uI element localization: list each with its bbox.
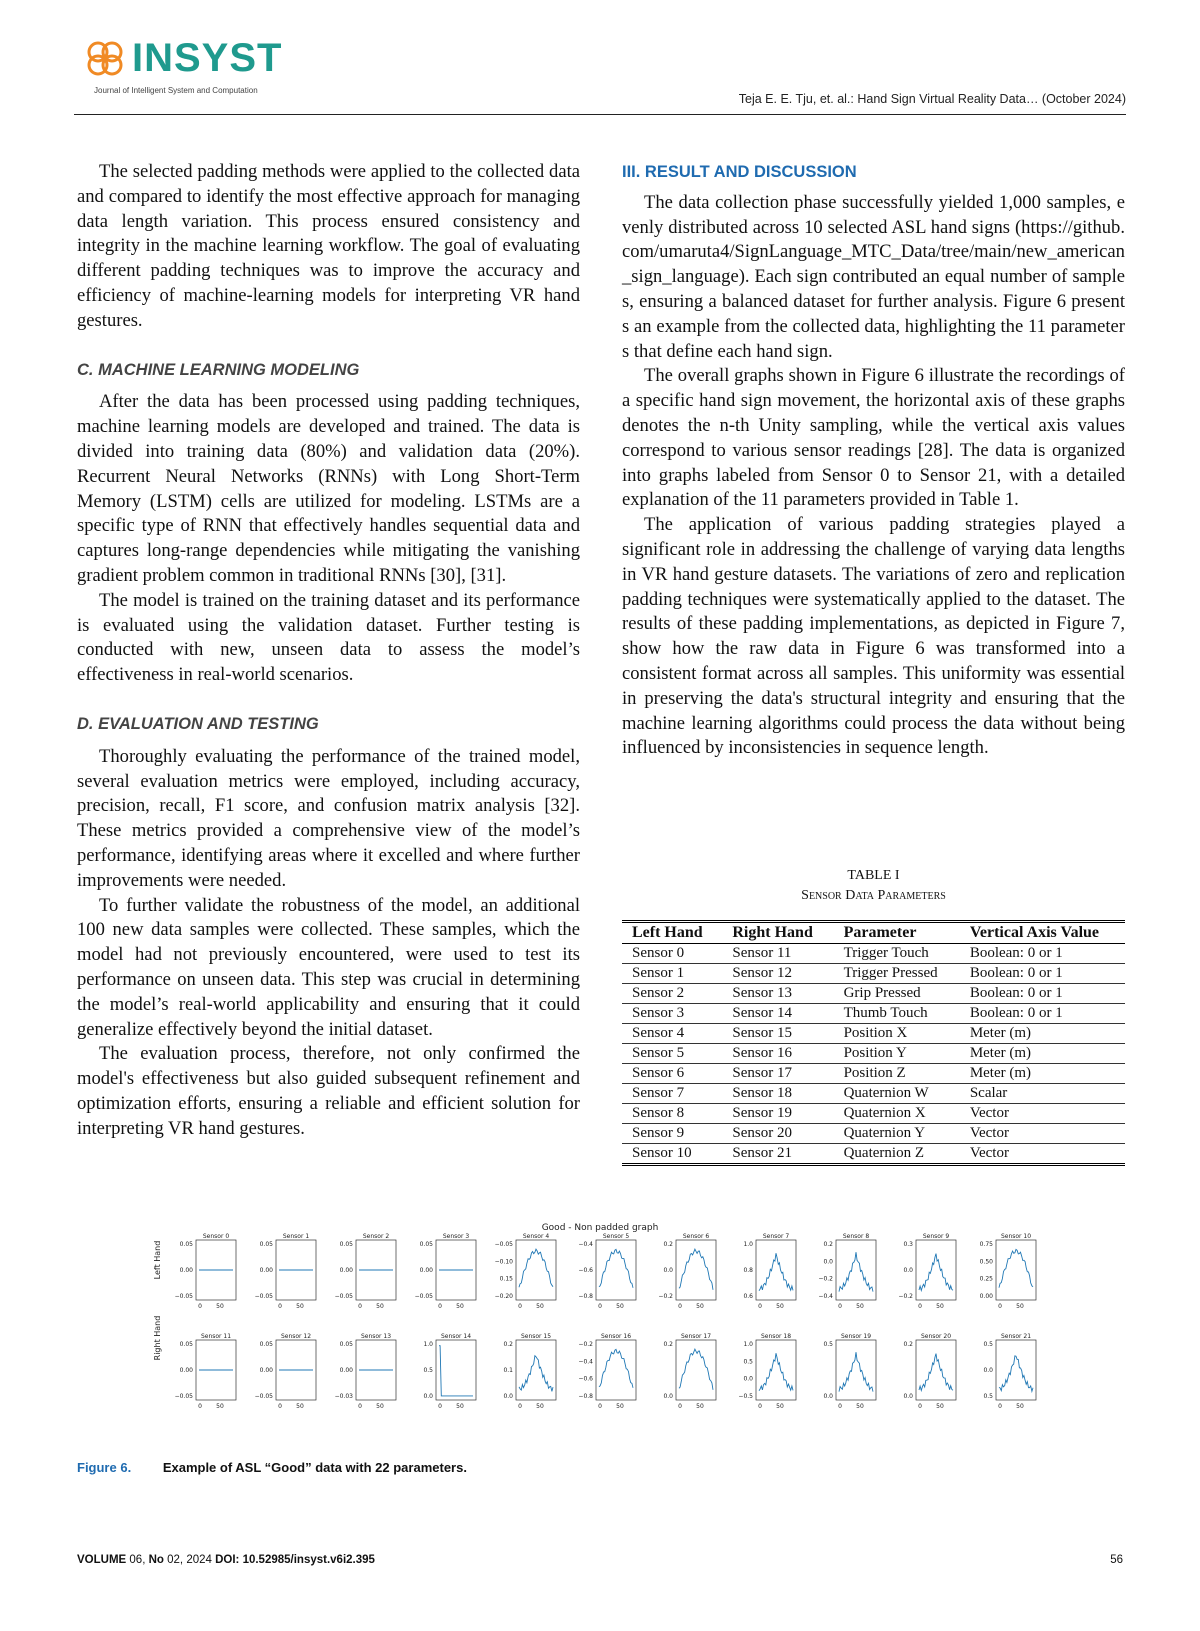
x-tick-label: 0 [918,1403,922,1410]
table-body [622,944,1125,1165]
y-tick-label: 0.0 [663,1267,673,1274]
table-cell: Grip Pressed [834,984,960,1004]
table-row [622,984,1125,1004]
y-tick-label: 0.5 [823,1341,833,1348]
x-tick-label: 50 [216,1303,224,1310]
table-cell: Trigger Pressed [834,964,960,984]
sensor-parameters-table [622,920,1125,1166]
subsection-heading: C. MACHINE LEARNING MODELING [77,360,360,379]
x-tick-label: 0 [758,1403,762,1410]
y-tick-label: 0.3 [903,1241,913,1248]
table-cell: Quaternion Z [834,1144,960,1165]
brain-icon [84,38,126,80]
y-tick-label: 0.0 [823,1393,833,1400]
column-header: Vertical Axis Value [960,922,1125,944]
x-tick-label: 0 [358,1303,362,1310]
sensor-series-line [919,1254,953,1291]
panel-title: Sensor 2 [362,1233,390,1240]
y-tick-label: −0.6 [578,1375,593,1383]
y-tick-label: −0.2 [658,1293,673,1300]
table-cell: Position Z [834,1064,960,1084]
sensor-series-line [839,1352,873,1391]
x-tick-label: 0 [278,1303,282,1310]
x-tick-label: 50 [616,1403,624,1410]
x-tick-label: 0 [838,1303,842,1310]
panel-frame [756,1240,796,1300]
y-tick-label: 0.0 [743,1375,753,1383]
sensor-series-line [519,1356,553,1392]
table-row [622,1004,1125,1024]
table-cell: Sensor 11 [722,944,833,964]
issue-label: No [148,1554,164,1566]
y-tick-label: −0.20 [494,1293,513,1300]
y-tick-label: 0.15 [499,1275,513,1283]
volume-label: VOLUME [77,1554,127,1566]
table-cell: Sensor 8 [622,1104,722,1124]
page-header [74,38,1126,115]
table-cell: Sensor 4 [622,1024,722,1044]
table-cell: Sensor 3 [622,1004,722,1024]
table-cell: Sensor 12 [722,964,833,984]
panel-frame [836,1340,876,1400]
paragraph: The data collection phase successfully yielded 1,000 samples, evenly distributed across 10 selected ASL hand signs (https://github.com/umaruta4/SignLanguage_MTC_Data/tree/main/new_american_sign_language). Each sign contributed an equal number of samples, ensuring a balanced dataset for further analysis. Figure 6 presents an example from the collected data, highlighting the 11 parameters that define each hand sign. [622,191,1125,362]
x-tick-label: 0 [598,1303,602,1310]
x-tick-label: 50 [296,1403,304,1410]
y-tick-label: 0.50 [979,1258,993,1266]
y-tick-label: 0.00 [339,1267,353,1274]
x-tick-label: 0 [678,1303,682,1310]
logo-subtitle: Journal of Intelligent System and Computation [94,86,258,95]
table-cell: Boolean: 0 or 1 [960,964,1125,984]
y-tick-label: −0.8 [578,1293,593,1300]
x-tick-label: 0 [758,1303,762,1310]
sensor-series-line [439,1346,473,1396]
y-tick-label: 1.0 [423,1341,433,1348]
table-cell: Sensor 6 [622,1064,722,1084]
section-heading: III. RESULT AND DISCUSSION [622,163,857,181]
paragraph: The selected padding methods were applied to the collected data and compared to identify the most effective approach for managing data length variation. This process ensured consistency and integrity in the machine learning workflow. The goal of evaluating different padding techniques was to improve the accuracy and efficiency of machine-learning models for interpreting VR hand gestures. [77,161,580,331]
table-cell: Boolean: 0 or 1 [960,944,1125,964]
panel-frame [916,1240,956,1300]
table-cell: Sensor 19 [722,1104,833,1124]
y-tick-label: −0.6 [578,1267,593,1274]
table-cell: Meter (m) [960,1044,1125,1064]
table-cell: Sensor 21 [722,1144,833,1165]
panel-title: Sensor 10 [1000,1233,1032,1240]
row-label: Right Hand [153,1315,162,1361]
table-cell: Sensor 16 [722,1044,833,1064]
y-tick-label: 0.0 [503,1393,513,1400]
panel-title: Sensor 3 [442,1233,470,1240]
x-tick-label: 50 [536,1403,544,1410]
figure-title: Good - Non padded graph [541,1223,659,1233]
x-tick-label: 50 [936,1303,944,1310]
table-cell: Sensor 1 [622,964,722,984]
x-tick-label: 0 [198,1303,202,1310]
y-tick-label: 0.8 [743,1267,753,1274]
y-tick-label: 0.05 [419,1241,433,1248]
table-cell: Sensor 13 [722,984,833,1004]
panel-frame [836,1240,876,1300]
panel-title: Sensor 17 [680,1333,712,1340]
left-column [77,160,580,1141]
table-cell: Sensor 14 [722,1004,833,1024]
x-tick-label: 50 [456,1403,464,1410]
x-tick-label: 0 [678,1403,682,1410]
y-tick-label: −0.2 [898,1293,913,1300]
panel-title: Sensor 4 [522,1233,550,1240]
y-tick-label: −0.05 [334,1293,353,1300]
panel-title: Sensor 21 [1000,1333,1032,1340]
table-cell: Boolean: 0 or 1 [960,1004,1125,1024]
y-tick-label: −0.8 [578,1393,593,1400]
x-tick-label: 0 [518,1303,522,1310]
y-tick-label: 1.0 [743,1241,753,1248]
table-cell: Quaternion Y [834,1124,960,1144]
panel-frame [916,1340,956,1400]
table-cell: Trigger Touch [834,944,960,964]
table-row [622,1064,1125,1084]
x-tick-label: 0 [438,1403,442,1410]
y-tick-label: 0.5 [423,1367,433,1374]
y-tick-label: 0.0 [823,1258,833,1266]
page-footer [77,1554,1123,1566]
x-tick-label: 50 [776,1303,784,1310]
y-tick-label: 0.05 [259,1241,273,1248]
figure-caption-text: Example of ASL “Good” data with 22 parameters. [162,1460,467,1475]
right-column [622,160,1125,761]
y-tick-label: 0.05 [339,1241,353,1248]
y-tick-label: 0.5 [983,1393,993,1400]
sensor-series-line [599,1249,633,1287]
panel-title: Sensor 20 [920,1333,952,1340]
paragraph: Thoroughly evaluating the performance of the trained model, several evaluation metrics were employed, including accuracy, precision, recall, F1 score, and confusion matrix analysis [32]. These metrics provided a comprehensive view of the model’s performance, identifying areas where it excelled and where further improvements were needed. [77,745,580,891]
table-cell: Quaternion X [834,1104,960,1124]
x-tick-label: 50 [1016,1303,1024,1310]
table-cell: Scalar [960,1084,1125,1104]
x-tick-label: 50 [1016,1403,1024,1410]
paragraph: The evaluation process, therefore, not only confirmed the model's effectiveness but also guided subsequent refinement and optimization efforts, ensuring a reliable and efficient solution for interpreting VR hand gestures. [77,1043,580,1139]
table-cell: Sensor 18 [722,1084,833,1104]
y-tick-label: −0.05 [494,1241,513,1248]
table-cell: Sensor 17 [722,1064,833,1084]
table-cell: Quaternion W [834,1084,960,1104]
x-tick-label: 50 [296,1303,304,1310]
y-tick-label: −0.05 [414,1293,433,1300]
y-tick-label: 0.5 [983,1341,993,1348]
y-tick-label: 0.0 [423,1393,433,1400]
table-title: Sensor Data Parameters [801,888,946,903]
table-cell: Vector [960,1144,1125,1165]
panel-title: Sensor 19 [840,1333,872,1340]
figure-caption [77,1460,467,1475]
x-tick-label: 0 [518,1403,522,1410]
column-header: Right Hand [722,922,833,944]
table-caption [622,866,1125,906]
y-tick-label: 0.00 [419,1267,433,1274]
y-tick-label: 0.00 [339,1367,353,1374]
y-tick-label: −0.05 [174,1393,193,1400]
y-tick-label: 0.2 [663,1341,673,1348]
table-row [622,1024,1125,1044]
sensor-series-line [679,1249,713,1290]
y-tick-label: 0.2 [503,1341,513,1348]
panel-title: Sensor 13 [360,1333,392,1340]
y-tick-label: 0.00 [979,1293,993,1300]
volume-value: 06, [126,1554,149,1566]
column-header: Parameter [834,922,960,944]
panel-frame [676,1340,716,1400]
table-cell: Vector [960,1124,1125,1144]
y-tick-label: 0.00 [179,1367,193,1374]
x-tick-label: 0 [198,1403,202,1410]
x-tick-label: 0 [358,1403,362,1410]
x-tick-label: 0 [278,1403,282,1410]
table-cell: Meter (m) [960,1024,1125,1044]
paragraph: After the data has been processed using padding techniques, machine learning models are developed and trained. The data is divided into training data (80%) and validation data (20%). Recurrent Neural Networks (RNNs) with Long Short-Term Memory (LSTM) cells are utilized for modeling. LSTMs are a specific type of RNN that effectively handles sequential data and captures long-range dependencies while mitigating the vanishing gradient problem common in traditional RNNs [30], [31]. [77,391,580,586]
y-tick-label: 0.2 [823,1241,833,1248]
x-tick-label: 50 [216,1403,224,1410]
x-tick-label: 50 [616,1303,624,1310]
column-header: Left Hand [622,922,722,944]
sensor-series-line [999,1356,1033,1392]
table-row [622,1124,1125,1144]
paragraph: To further validate the robustness of the model, an additional 100 new data samples were collected. These samples, which the model had not previously encountered, were used to test its performance on unseen data. This step was crucial in determining the model’s real-world applicability and ensuring that it could generalize effectively beyond the initial dataset. [77,894,580,1040]
panel-title: Sensor 5 [602,1233,630,1240]
y-tick-label: −0.4 [578,1241,593,1248]
paragraph: The model is trained on the training dataset and its performance is evaluated using the validation dataset. Further testing is conducted with new, unseen data to assess the model’s effectiveness in real-world scenarios. [77,589,580,686]
x-tick-label: 50 [456,1303,464,1310]
running-head: Teja E. E. Tju, et. al.: Hand Sign Virtual Reality Data… (October 2024) [738,92,1126,106]
table-cell: Sensor 10 [622,1144,722,1165]
y-tick-label: 0.2 [663,1241,673,1248]
x-tick-label: 0 [598,1403,602,1410]
x-tick-label: 50 [856,1403,864,1410]
logo-text: INSYST [132,36,283,80]
panel-title: Sensor 12 [280,1333,312,1340]
y-tick-label: −0.4 [578,1358,593,1366]
y-tick-label: 0.1 [503,1367,513,1374]
y-tick-label: 0.05 [259,1341,273,1348]
table-row [622,944,1125,964]
x-tick-label: 0 [998,1303,1002,1310]
subsection-heading: D. EVALUATION AND TESTING [77,714,319,733]
panel-frame [676,1240,716,1300]
y-tick-label: −0.05 [174,1293,193,1300]
y-tick-label: −0.10 [494,1258,513,1266]
x-tick-label: 50 [696,1303,704,1310]
sensor-series-line [759,1253,793,1291]
x-tick-label: 50 [376,1403,384,1410]
panel-frame [516,1340,556,1400]
x-tick-label: 50 [776,1403,784,1410]
y-tick-label: 0.05 [179,1341,193,1348]
sensor-series-line [919,1354,953,1391]
panel-title: Sensor 6 [682,1233,710,1240]
table-cell: Sensor 9 [622,1124,722,1144]
table-cell: Boolean: 0 or 1 [960,984,1125,1004]
y-tick-label: −0.03 [334,1393,353,1400]
sensor-series-line [759,1353,793,1391]
x-tick-label: 50 [856,1303,864,1310]
y-tick-label: 1.0 [743,1341,753,1348]
panel-title: Sensor 8 [842,1233,870,1240]
panel-title: Sensor 1 [282,1233,310,1240]
panel-frame [436,1340,476,1400]
y-tick-label: 0.25 [979,1275,993,1283]
row-label: Left Hand [153,1240,162,1280]
sensor-series-line [999,1249,1033,1287]
table-cell: Position Y [834,1044,960,1064]
table-cell: Sensor 15 [722,1024,833,1044]
y-tick-label: −0.4 [818,1293,833,1300]
sensor-series-line [679,1349,713,1390]
table-label: TABLE I [847,868,900,883]
x-tick-label: 0 [438,1303,442,1310]
y-tick-label: −0.05 [254,1293,273,1300]
table-row [622,1104,1125,1124]
page-number: 56 [1110,1554,1123,1566]
y-tick-label: 0.6 [743,1293,753,1300]
sensor-graphs-figure [150,1222,1050,1442]
doi: DOI: 10.52985/insyst.v6i2.395 [215,1554,375,1566]
y-tick-label: −0.2 [578,1341,593,1348]
panel-frame [996,1340,1036,1400]
x-tick-label: 50 [696,1403,704,1410]
x-tick-label: 50 [936,1403,944,1410]
table-row [622,1144,1125,1165]
y-tick-label: 0.5 [743,1358,753,1366]
y-tick-label: 0.0 [903,1393,913,1400]
table-cell: Meter (m) [960,1064,1125,1084]
y-tick-label: 0.00 [259,1367,273,1374]
panel-frame [756,1340,796,1400]
y-tick-label: 0.00 [179,1267,193,1274]
x-tick-label: 0 [918,1303,922,1310]
table-row [622,964,1125,984]
y-tick-label: 0.00 [259,1267,273,1274]
y-tick-label: 0.05 [179,1241,193,1248]
x-tick-label: 50 [536,1303,544,1310]
y-tick-label: 0.75 [979,1241,993,1248]
y-tick-label: 0.0 [903,1267,913,1274]
y-tick-label: −0.2 [818,1275,833,1283]
table-header-row [622,922,1125,944]
table-cell: Vector [960,1104,1125,1124]
panel-title: Sensor 14 [440,1333,472,1340]
table-cell: Sensor 0 [622,944,722,964]
table-cell: Sensor 7 [622,1084,722,1104]
table-row [622,1084,1125,1104]
panel-title: Sensor 11 [200,1333,232,1340]
panel-title: Sensor 7 [762,1233,790,1240]
y-tick-label: −0.05 [254,1393,273,1400]
x-tick-label: 0 [838,1403,842,1410]
x-tick-label: 0 [998,1403,1002,1410]
paragraph: The application of various padding strategies played a significant role in addressing the challenge of varying data lengths in VR hand gesture datasets. The variations of zero and replication padding techniques were systematically applied to the dataset. The results of these padding implementations, as depicted in Figure 7, show how the raw data in Figure 6 was transformed into a consistent format across all samples. This uniformity was essential in preserving the data's structural integrity and ensuring that the machine learning algorithms could process the data without being influenced by inconsistencies in sequence length. [622,514,1125,759]
x-tick-label: 50 [376,1303,384,1310]
table-cell: Position X [834,1024,960,1044]
sensor-series-line [839,1252,873,1291]
sensor-series-line [599,1349,633,1387]
panel-title: Sensor 0 [202,1233,230,1240]
table-cell: Sensor 20 [722,1124,833,1144]
panel-title: Sensor 16 [600,1333,632,1340]
journal-logo [84,36,283,98]
sensor-series-line [519,1249,553,1287]
table-cell: Sensor 5 [622,1044,722,1064]
paragraph: The overall graphs shown in Figure 6 illustrate the recordings of a specific hand sign movement, the horizontal axis of these graphs denotes the n-th Unity sampling, while the vertical axis values correspond to various sensor readings [28]. The data is organized into graphs labeled from Sensor 0 to Sensor 21, with a detailed explanation of the 11 parameters provided in Table 1. [622,365,1125,511]
table-cell: Thumb Touch [834,1004,960,1024]
y-tick-label: −0.5 [738,1393,753,1400]
y-tick-label: 0.0 [663,1393,673,1400]
y-tick-label: 0.05 [339,1341,353,1348]
panel-title: Sensor 18 [760,1333,792,1340]
panel-title: Sensor 9 [922,1233,950,1240]
table-cell: Sensor 2 [622,984,722,1004]
issue-value: 02, 2024 [163,1554,216,1566]
table-row [622,1044,1125,1064]
y-tick-label: 0.0 [983,1367,993,1374]
y-tick-label: 0.2 [903,1341,913,1348]
figure-number: Figure 6. [77,1460,132,1475]
panel-title: Sensor 15 [520,1333,552,1340]
